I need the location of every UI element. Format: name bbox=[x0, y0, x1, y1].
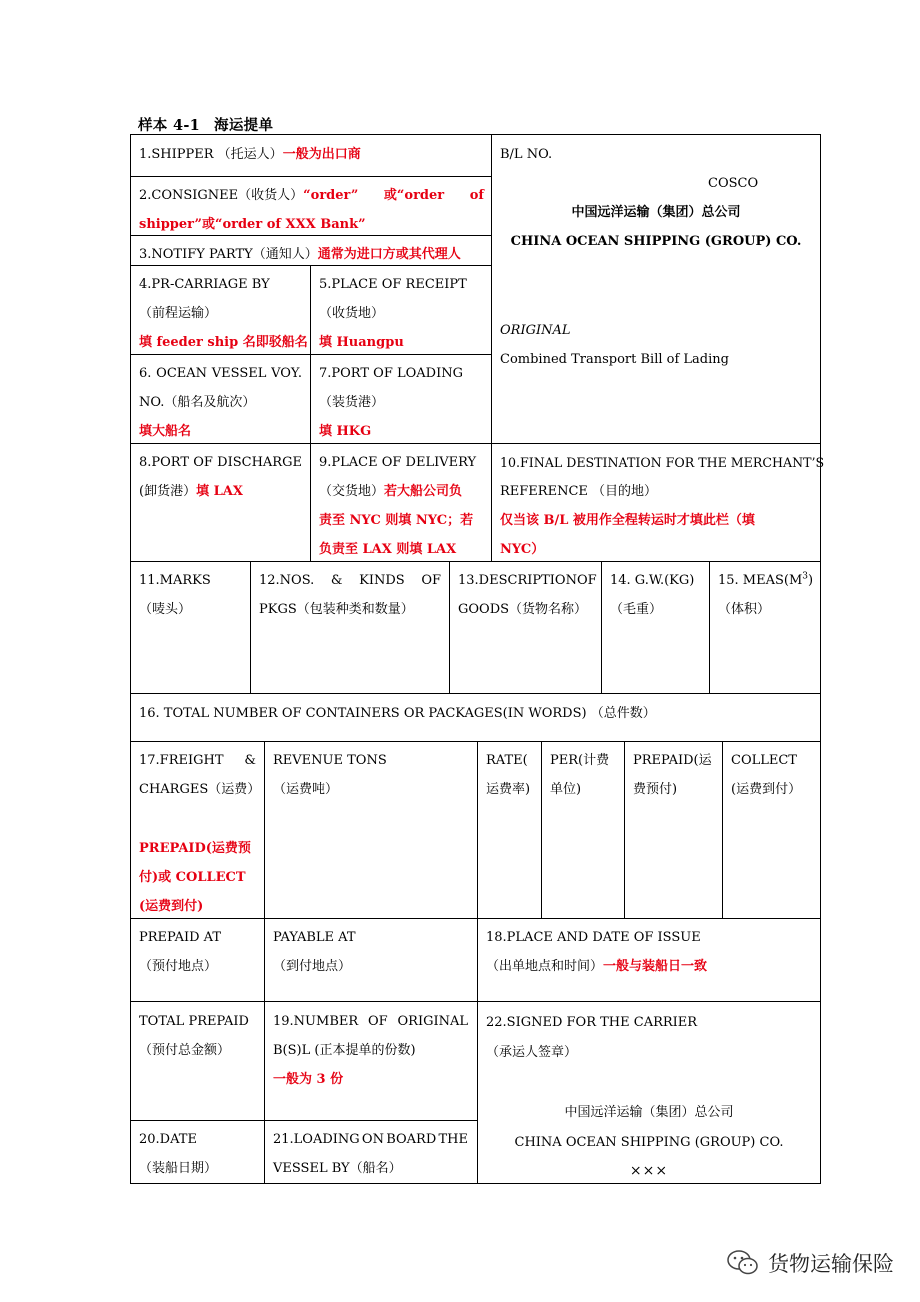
watermark-text: 货物运输保险 bbox=[768, 1252, 894, 1276]
number-of-original-word-2: OF bbox=[367, 1014, 388, 1029]
signed-for-carrier-label-cn: （承运人签章） bbox=[486, 1045, 578, 1060]
notify-party-label: 3.NOTIFY PARTY（通知人） bbox=[139, 247, 318, 262]
collect-label-cn: (运费到付） bbox=[731, 782, 802, 797]
prepaid-at-label: PREPAID AT bbox=[139, 930, 222, 945]
prepaid-at-label-cn: （预付地点） bbox=[139, 959, 218, 974]
description-label bbox=[458, 566, 597, 596]
port-of-discharge-label-cn: (卸货港） bbox=[139, 484, 197, 499]
loading-on-board-label bbox=[273, 1125, 468, 1155]
revenue-tons-label-cn: （运费吨） bbox=[273, 782, 339, 797]
place-of-delivery-label-cn: （交货地） bbox=[319, 484, 385, 499]
signed-carrier-name-cn: 中国远洋运输（集团）总公司 bbox=[564, 1105, 734, 1120]
place-of-receipt-label: 5.PLACE OF RECEIPT bbox=[319, 277, 467, 292]
final-destination-label: 10.FINAL DESTINATION FOR THE MERCHANT’S bbox=[500, 455, 825, 470]
description-word-1: 13.DESCRIPTION bbox=[458, 573, 577, 588]
final-destination-note-a: 仅当该 B/L 被用作全程转运时才填此栏（填 bbox=[500, 513, 755, 528]
per-label-cn: 单位) bbox=[550, 782, 582, 797]
total-number-label: 16. TOTAL NUMBER OF CONTAINERS OR PACKAGES(IN WORDS) （总件数） bbox=[139, 706, 656, 721]
nos-kinds-word-3: KINDS bbox=[359, 573, 405, 588]
measurement-text-end: ) bbox=[808, 573, 814, 588]
measurement-label-cn: （体积） bbox=[718, 602, 771, 617]
loading-on-board-label-cn: VESSEL BY（船名） bbox=[273, 1161, 402, 1176]
carrier-signature: ××× bbox=[629, 1163, 669, 1179]
bl-number-label: B/L NO. bbox=[500, 147, 553, 162]
revenue-tons-label: REVENUE TONS bbox=[273, 753, 387, 768]
total-prepaid-label-cn: （预付总金额） bbox=[139, 1043, 231, 1058]
port-of-loading-note: 填 HKG bbox=[319, 424, 372, 439]
total-prepaid-label: TOTAL PREPAID bbox=[139, 1014, 249, 1029]
carrier-name-cn: 中国远洋运输（集团）总公司 bbox=[571, 205, 741, 220]
freight-note-a: PREPAID(运费预 bbox=[139, 841, 251, 856]
place-of-delivery-label: 9.PLACE OF DELIVERY bbox=[319, 455, 477, 470]
measurement-superscript: 3 bbox=[802, 571, 809, 582]
per-label: PER(计费 bbox=[550, 753, 610, 768]
gross-weight-label: 14. G.W.(KG) bbox=[610, 573, 695, 588]
loading-on-board-word-1: 21.LOADING bbox=[273, 1132, 360, 1147]
measurement-label bbox=[718, 566, 813, 596]
ocean-vessel-word-2: OCEAN bbox=[156, 366, 208, 381]
freight-note-c: (运费到付) bbox=[139, 899, 204, 914]
port-of-loading-label: 7.PORT OF LOADING bbox=[319, 366, 463, 381]
number-of-original-label-cn: B(S)L (正本提单的份数) bbox=[273, 1043, 416, 1058]
place-of-receipt-note: 填 Huangpu bbox=[319, 335, 404, 350]
port-of-discharge-word-3: DISCHARGE bbox=[217, 455, 302, 470]
watermark bbox=[726, 1248, 894, 1278]
pre-carriage-label: 4.PR-CARRIAGE BY bbox=[139, 277, 270, 292]
number-of-original-word-1: 19.NUMBER bbox=[273, 1014, 359, 1029]
place-of-delivery-line-2 bbox=[319, 477, 462, 507]
ocean-vessel-word-3: VESSEL bbox=[211, 366, 267, 381]
port-of-loading-label-cn: （装货港） bbox=[319, 395, 385, 410]
loading-on-board-word-3: BOARD bbox=[386, 1132, 437, 1147]
loading-on-board-word-4: THE bbox=[438, 1132, 468, 1147]
ocean-vessel-note: 填大船名 bbox=[139, 424, 192, 439]
number-of-original-note: 一般为 3 份 bbox=[273, 1072, 344, 1087]
notify-party-cell bbox=[139, 240, 461, 270]
signed-carrier-name-en: CHINA OCEAN SHIPPING (GROUP) CO. bbox=[514, 1135, 784, 1150]
nos-kinds-word-4: OF bbox=[421, 573, 441, 588]
consignee-cell bbox=[139, 181, 484, 211]
sample-number: 样本 4-1 bbox=[138, 117, 201, 134]
final-destination-label-b: REFERENCE （目的地） bbox=[500, 484, 658, 499]
nos-kinds-label-cn: PKGS（包装种类和数量） bbox=[259, 602, 414, 617]
nos-kinds-label bbox=[259, 566, 441, 596]
consignee-label: 2.CONSIGNEE（收货人） bbox=[139, 188, 304, 203]
signed-for-carrier-label: 22.SIGNED FOR THE CARRIER bbox=[486, 1015, 698, 1030]
loading-on-board-word-2: ON bbox=[361, 1132, 384, 1147]
rate-label: RATE( bbox=[486, 753, 528, 768]
prepaid-label-cn: 费预付) bbox=[633, 782, 678, 797]
place-of-delivery-note-a: 若大船公司负 bbox=[384, 484, 463, 499]
port-of-discharge-line-2 bbox=[139, 477, 243, 507]
place-of-delivery-note-c: 负责至 LAX 则填 LAX bbox=[319, 542, 457, 557]
freight-label bbox=[139, 746, 256, 776]
measurement-text: 15. MEAS(M bbox=[718, 573, 803, 588]
payable-at-label-cn: （到付地点） bbox=[273, 959, 352, 974]
marks-label: 11.MARKS bbox=[139, 573, 211, 588]
place-date-issue-label-cn: （出单地点和时间） bbox=[486, 959, 604, 974]
shipper-note: 一般为出口商 bbox=[282, 147, 361, 162]
payable-at-label: PAYABLE AT bbox=[273, 930, 356, 945]
port-of-discharge-word-1: 8.PORT bbox=[139, 455, 190, 470]
description-word-2: OF bbox=[576, 573, 597, 588]
final-destination-note-b: NYC） bbox=[500, 542, 545, 557]
date-label: 20.DATE bbox=[139, 1132, 197, 1147]
freight-label-cn: CHARGES（运费） bbox=[139, 782, 261, 797]
port-of-discharge-label bbox=[139, 448, 302, 478]
document-type: Combined Transport Bill of Lading bbox=[500, 352, 729, 367]
notify-party-note: 通常为进口方或其代理人 bbox=[317, 247, 461, 262]
place-date-issue-label: 18.PLACE AND DATE OF ISSUE bbox=[486, 930, 701, 945]
port-of-discharge-note: 填 LAX bbox=[196, 484, 243, 499]
consignee-note-a: “order” bbox=[303, 188, 359, 203]
ocean-vessel-label bbox=[139, 359, 302, 389]
marks-label-cn: （唛头） bbox=[139, 602, 192, 617]
shipper-cell bbox=[139, 140, 361, 170]
wechat-icon bbox=[726, 1249, 760, 1277]
pre-carriage-label-cn: （前程运输） bbox=[139, 306, 218, 321]
cosco-label: COSCO bbox=[708, 176, 759, 191]
nos-kinds-word-1: 12.NOS. bbox=[259, 573, 315, 588]
place-of-delivery-note-b: 责至 NYC 则填 NYC；若 bbox=[319, 513, 474, 528]
date-label-cn: （装船日期） bbox=[139, 1161, 218, 1176]
prepaid-label: PREPAID(运 bbox=[633, 753, 712, 768]
pre-carriage-note: 填 feeder ship 名即驳船名 bbox=[139, 335, 308, 350]
consignee-note-c: of bbox=[469, 188, 484, 203]
rate-label-cn: 运费率) bbox=[486, 782, 531, 797]
consignee-note-b: 或“order bbox=[383, 188, 445, 203]
number-of-original-word-3: ORIGINAL bbox=[397, 1014, 468, 1029]
place-date-issue-line-2 bbox=[486, 952, 707, 982]
consignee-note-d: shipper”或“order of XXX Bank” bbox=[139, 217, 366, 232]
freight-note-b: 付)或 COLLECT bbox=[139, 870, 246, 885]
place-date-issue-note: 一般与装船日一致 bbox=[603, 959, 708, 974]
place-of-receipt-label-cn: （收货地） bbox=[319, 306, 385, 321]
freight-word-2: & bbox=[244, 753, 256, 768]
original-label: ORIGINAL bbox=[500, 323, 571, 338]
freight-word-1: 17.FREIGHT bbox=[139, 753, 224, 768]
nos-kinds-word-2: & bbox=[330, 573, 343, 588]
port-of-discharge-word-2: OF bbox=[193, 455, 213, 470]
ocean-vessel-word-1: 6. bbox=[139, 366, 152, 381]
number-of-original-label bbox=[273, 1007, 468, 1037]
description-label-cn: GOODS（货物名称） bbox=[458, 602, 588, 617]
document-name: 海运提单 bbox=[214, 117, 274, 134]
gross-weight-label-cn: （毛重） bbox=[610, 602, 663, 617]
ocean-vessel-word-4: VOY. bbox=[271, 366, 302, 381]
collect-label: COLLECT bbox=[731, 753, 797, 768]
shipper-label: 1.SHIPPER （托运人） bbox=[139, 147, 283, 162]
ocean-vessel-label-cn: NO.（船名及航次） bbox=[139, 395, 256, 410]
carrier-name-en: CHINA OCEAN SHIPPING (GROUP) CO. bbox=[510, 234, 802, 249]
